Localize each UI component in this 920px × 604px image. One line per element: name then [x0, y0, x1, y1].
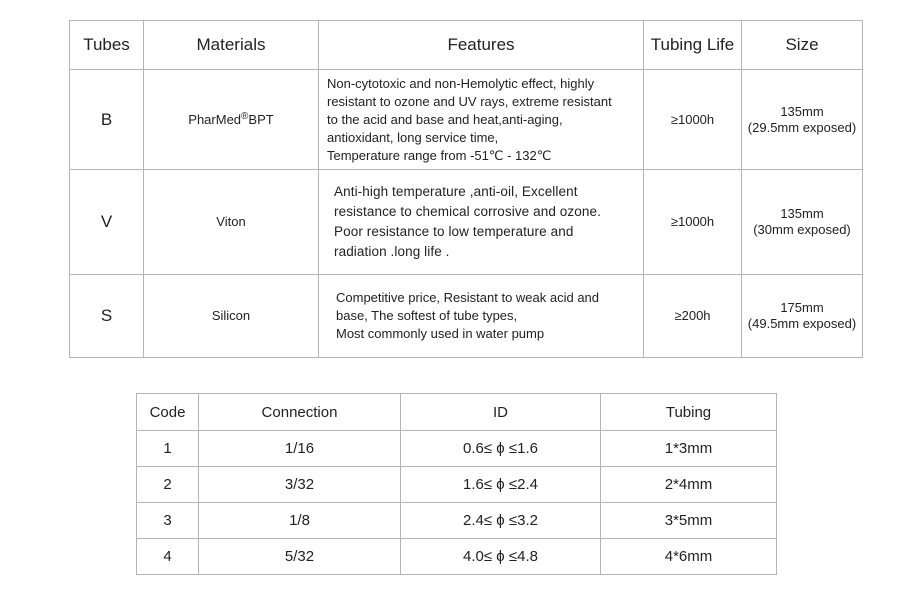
- tubing-cell: 2*4mm: [601, 467, 777, 503]
- feature-line: to the acid and base and heat,anti-aging,: [327, 111, 563, 127]
- material-name: Silicon: [144, 275, 319, 358]
- size-cell: [742, 275, 863, 358]
- feature-line: Non-cytotoxic and non-Hemolytic effect, highly: [327, 75, 595, 91]
- features-cell: [319, 170, 644, 275]
- tubing-cell: 1*3mm: [601, 431, 777, 467]
- size-main: 175mm: [780, 300, 824, 315]
- features-cell: [319, 275, 644, 358]
- id-cell: 2.4≤ ϕ ≤3.2: [401, 503, 601, 539]
- feature-line: resistance to chemical corrosive and ozone.: [334, 204, 601, 219]
- size-exposed: (30mm exposed): [753, 222, 851, 237]
- material-cell: [144, 70, 319, 170]
- header-tubing-life: Tubing Life: [644, 21, 742, 70]
- table-row: [137, 431, 777, 467]
- size-main: 135mm: [780, 103, 824, 119]
- size-cell: [742, 70, 863, 170]
- table-row: [137, 539, 777, 575]
- id-cell: 0.6≤ ϕ ≤1.6: [401, 431, 601, 467]
- feature-line: resistant to ozone and UV rays, extreme resistant: [327, 93, 612, 109]
- code-cell: 3: [137, 503, 199, 539]
- connection-cell: 5/32: [199, 539, 401, 575]
- material-suffix: BPT: [248, 111, 274, 127]
- connection-cell: 1/8: [199, 503, 401, 539]
- tubing-cell: 3*5mm: [601, 503, 777, 539]
- tubes-header-row: [70, 21, 863, 70]
- table-row: [70, 275, 863, 358]
- feature-line: radiation .long life .: [334, 244, 450, 259]
- feature-line: Temperature range from -51℃ - 132℃: [327, 147, 552, 163]
- size-exposed: (49.5mm exposed): [747, 316, 857, 331]
- material-name: PharMed: [188, 111, 242, 127]
- header-tubes: Tubes: [70, 21, 144, 70]
- registered-mark: ®: [241, 110, 249, 122]
- header-connection: Connection: [199, 394, 401, 431]
- header-features: Features: [319, 21, 644, 70]
- tubing-life: ≥1000h: [644, 170, 742, 275]
- code-cell: 4: [137, 539, 199, 575]
- header-tubing: Tubing: [601, 394, 777, 431]
- feature-line: Competitive price, Resistant to weak acid and: [336, 290, 600, 305]
- code-cell: 2: [137, 467, 199, 503]
- tubing-cell: 4*6mm: [601, 539, 777, 575]
- header-size: Size: [742, 21, 863, 70]
- header-code: Code: [137, 394, 199, 431]
- id-cell: 1.6≤ ϕ ≤2.4: [401, 467, 601, 503]
- tubes-table: [69, 20, 863, 358]
- code-cell: 1: [137, 431, 199, 467]
- feature-line: Anti-high temperature ,anti-oil, Excellent: [334, 184, 578, 199]
- table-row: [137, 503, 777, 539]
- feature-line: Most commonly used in water pump: [336, 326, 545, 341]
- table-row: [137, 467, 777, 503]
- feature-line: antioxidant, long service time,: [327, 129, 499, 145]
- tubing-life: ≥200h: [644, 275, 742, 358]
- id-cell: 4.0≤ ϕ ≤4.8: [401, 539, 601, 575]
- table-row: [70, 170, 863, 275]
- tubing-life: ≥1000h: [644, 70, 742, 170]
- size-main: 135mm: [780, 206, 824, 221]
- size-exposed: (29.5mm exposed): [747, 119, 857, 135]
- codes-table: [136, 393, 777, 575]
- connection-cell: 1/16: [199, 431, 401, 467]
- tube-code: S: [70, 275, 144, 358]
- size-cell: [742, 170, 863, 275]
- feature-line: base, The softest of tube types,: [336, 308, 518, 323]
- feature-line: Poor resistance to low temperature and: [334, 224, 574, 239]
- tube-code: B: [70, 70, 144, 170]
- material-name: Viton: [144, 170, 319, 275]
- codes-header-row: [137, 394, 777, 431]
- features-cell: [319, 70, 644, 170]
- header-materials: Materials: [144, 21, 319, 70]
- tube-code: V: [70, 170, 144, 275]
- connection-cell: 3/32: [199, 467, 401, 503]
- header-id: ID: [401, 394, 601, 431]
- table-row: [70, 70, 863, 170]
